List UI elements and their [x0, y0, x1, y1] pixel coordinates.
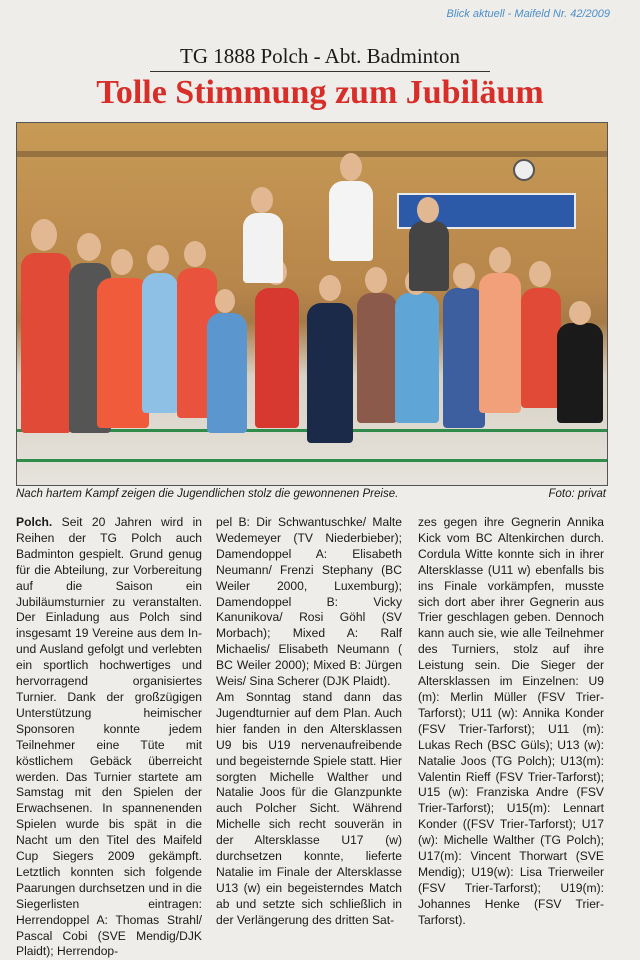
person-figure: [557, 323, 603, 423]
person-head: [453, 263, 475, 289]
person-figure: [409, 221, 449, 291]
article-text: zes gegen ihre Gegnerin Annika Kick vom BC Altenkirchen durch. Cordula Witte konnte sich in ihrer Altersklasse (U11 w) ebenfalls bis ins Finale vorkämpfen, musste sich dort aber ihrer Gegnerin aus Trier geschlagen geben. Dennoch kann auch sie, wie alle Teilnehmer des Turniers, stolz auf ihre Leistung sein. Die Sieger der Altersklassen im Einzelnen: U9 (m): Merlin Müller (FSV Trier-Tarforst); U11 (w): Annika Konder (FSV Trier-Tarforst); U11 (m): Lukas Rech (BSC Güls); U13 (w): Natalie Joos (TG Polch); U13(m): Valentin Rieff (FSV Trier-Tarforst); U15 (w): Franziska Andre (FSV Trier-Tarforst); U15(m): Lennart Konder ((FSV Trier-Tarforst); U17 (w): Michelle Walther (TG Polch); U17(m): Vincent Thorwart (SVE Mendig); U19(w): Lisa Trierweiler (FSV Trier-Tarforst); U19(m): Johannes Henke (FSV Trier-Tarforst).: [418, 515, 604, 927]
gym-wall-stripe: [17, 151, 607, 157]
person-head: [184, 241, 206, 267]
photo-caption-row: [16, 488, 606, 500]
person-figure: [207, 313, 247, 433]
person-head: [251, 187, 273, 213]
court-line: [17, 459, 607, 462]
article-text: pel B: Dir Schwantuschke/ Malte Wedemeyer (TV Niederbieber); Damendoppel A: Elisabeth Neumann/ Frenzi Stephany (BC Weiler 2000, Luxemburg); Damendoppel B: Vicky Kanunikova/ Rosi Göhl (SV Morbach); Mixed A: Ralf Michaelis/ Elisabeth Neumann ( BC Weiler 2000); Mixed B: Jürgen Weis/ Sina Scherer (DJK Plaidt).: [216, 515, 402, 689]
person-figure: [395, 293, 439, 423]
article-text: Seit 20 Jahren wird in Reihen der TG Polch auch Badminton gespielt. Grund genug für die Abteilung, zur Vorbereitung auf die Saison ein Jubiläumsturnier zu veranstalten. Der Einladung aus Polch sind insgesamt 19 Vereine aus dem In- und Ausland gefolgt und verlebten ein sportlich hochwertiges und hervorragend organisiertes Turnier. Dank der großzügigen Unterstützung heimischer Sponsoren konnte jedem Teilnehmer eine Tüte mit köstlichem Gebäck überreicht werden. Das Turnier startete am Samstag mit den Spielen der Erwachsenen. In spannenenden Spielen wurde bis spät in die Nacht um den Titel des Maifeld Cup Siegers 2009 gekämpft. Letztlich konnten sich folgende Paarungen durchsetzen und in die Siegerlisten eintragen: Herrendoppel A: Thomas Strahl/ Pascal Cobi (SVE Mendig/DJK Plaidt); Herrendop-: [16, 515, 202, 959]
person-head: [529, 261, 551, 287]
article-text: Am Sonntag stand dann das Jugendturnier auf dem Plan. Auch hier fanden in den Altersklassen U9 bis U19 nervenaufreibende und begeisternde Spiele statt. Hier sorgten Michelle Walther und Natalie Joos für die Glanzpunkte auch Polcher Sicht. Während Michelle sich recht souverän in der Altersklasse U17 (w) durchsetzen konnte, lieferte Natalie im Finale der Altersklasse U13 (w) ein begeisterndes Match ab und setzte sich schließlich in der Verlängerung des dritten Sat-: [216, 689, 402, 927]
person-head: [340, 153, 362, 181]
article-dateline: Polch.: [16, 515, 53, 529]
person-figure: [357, 293, 397, 423]
person-head: [215, 289, 235, 313]
person-figure: [479, 273, 521, 413]
photo-credit: Foto: privat: [548, 488, 606, 500]
article-headline: Tolle Stimmung zum Jubiläum: [96, 74, 544, 111]
issue-label: Blick aktuell - Maifeld Nr. 42/2009: [446, 8, 610, 20]
person-figure: [329, 181, 373, 261]
person-figure: [307, 303, 353, 443]
person-head: [31, 219, 57, 251]
team-photo: [16, 122, 608, 486]
person-figure: [521, 288, 561, 408]
article-kicker: TG 1888 Polch - Abt. Badminton: [180, 44, 460, 68]
person-figure: [21, 253, 71, 433]
person-head: [417, 197, 439, 223]
person-head: [365, 267, 387, 293]
article-column-1: [16, 515, 202, 960]
person-head: [319, 275, 341, 301]
person-head: [111, 249, 133, 275]
kicker-underline: [150, 71, 490, 72]
person-figure: [142, 273, 178, 413]
person-head: [77, 233, 101, 261]
article-column-3: [418, 515, 604, 929]
person-head: [489, 247, 511, 273]
article-column-2: [216, 515, 402, 929]
person-head: [147, 245, 169, 271]
person-head: [569, 301, 591, 325]
wall-clock: [513, 159, 535, 181]
person-figure: [243, 213, 283, 283]
person-figure: [255, 288, 299, 428]
photo-caption: Nach hartem Kampf zeigen die Jugendlichen stolz die gewonnenen Preise.: [16, 488, 399, 500]
